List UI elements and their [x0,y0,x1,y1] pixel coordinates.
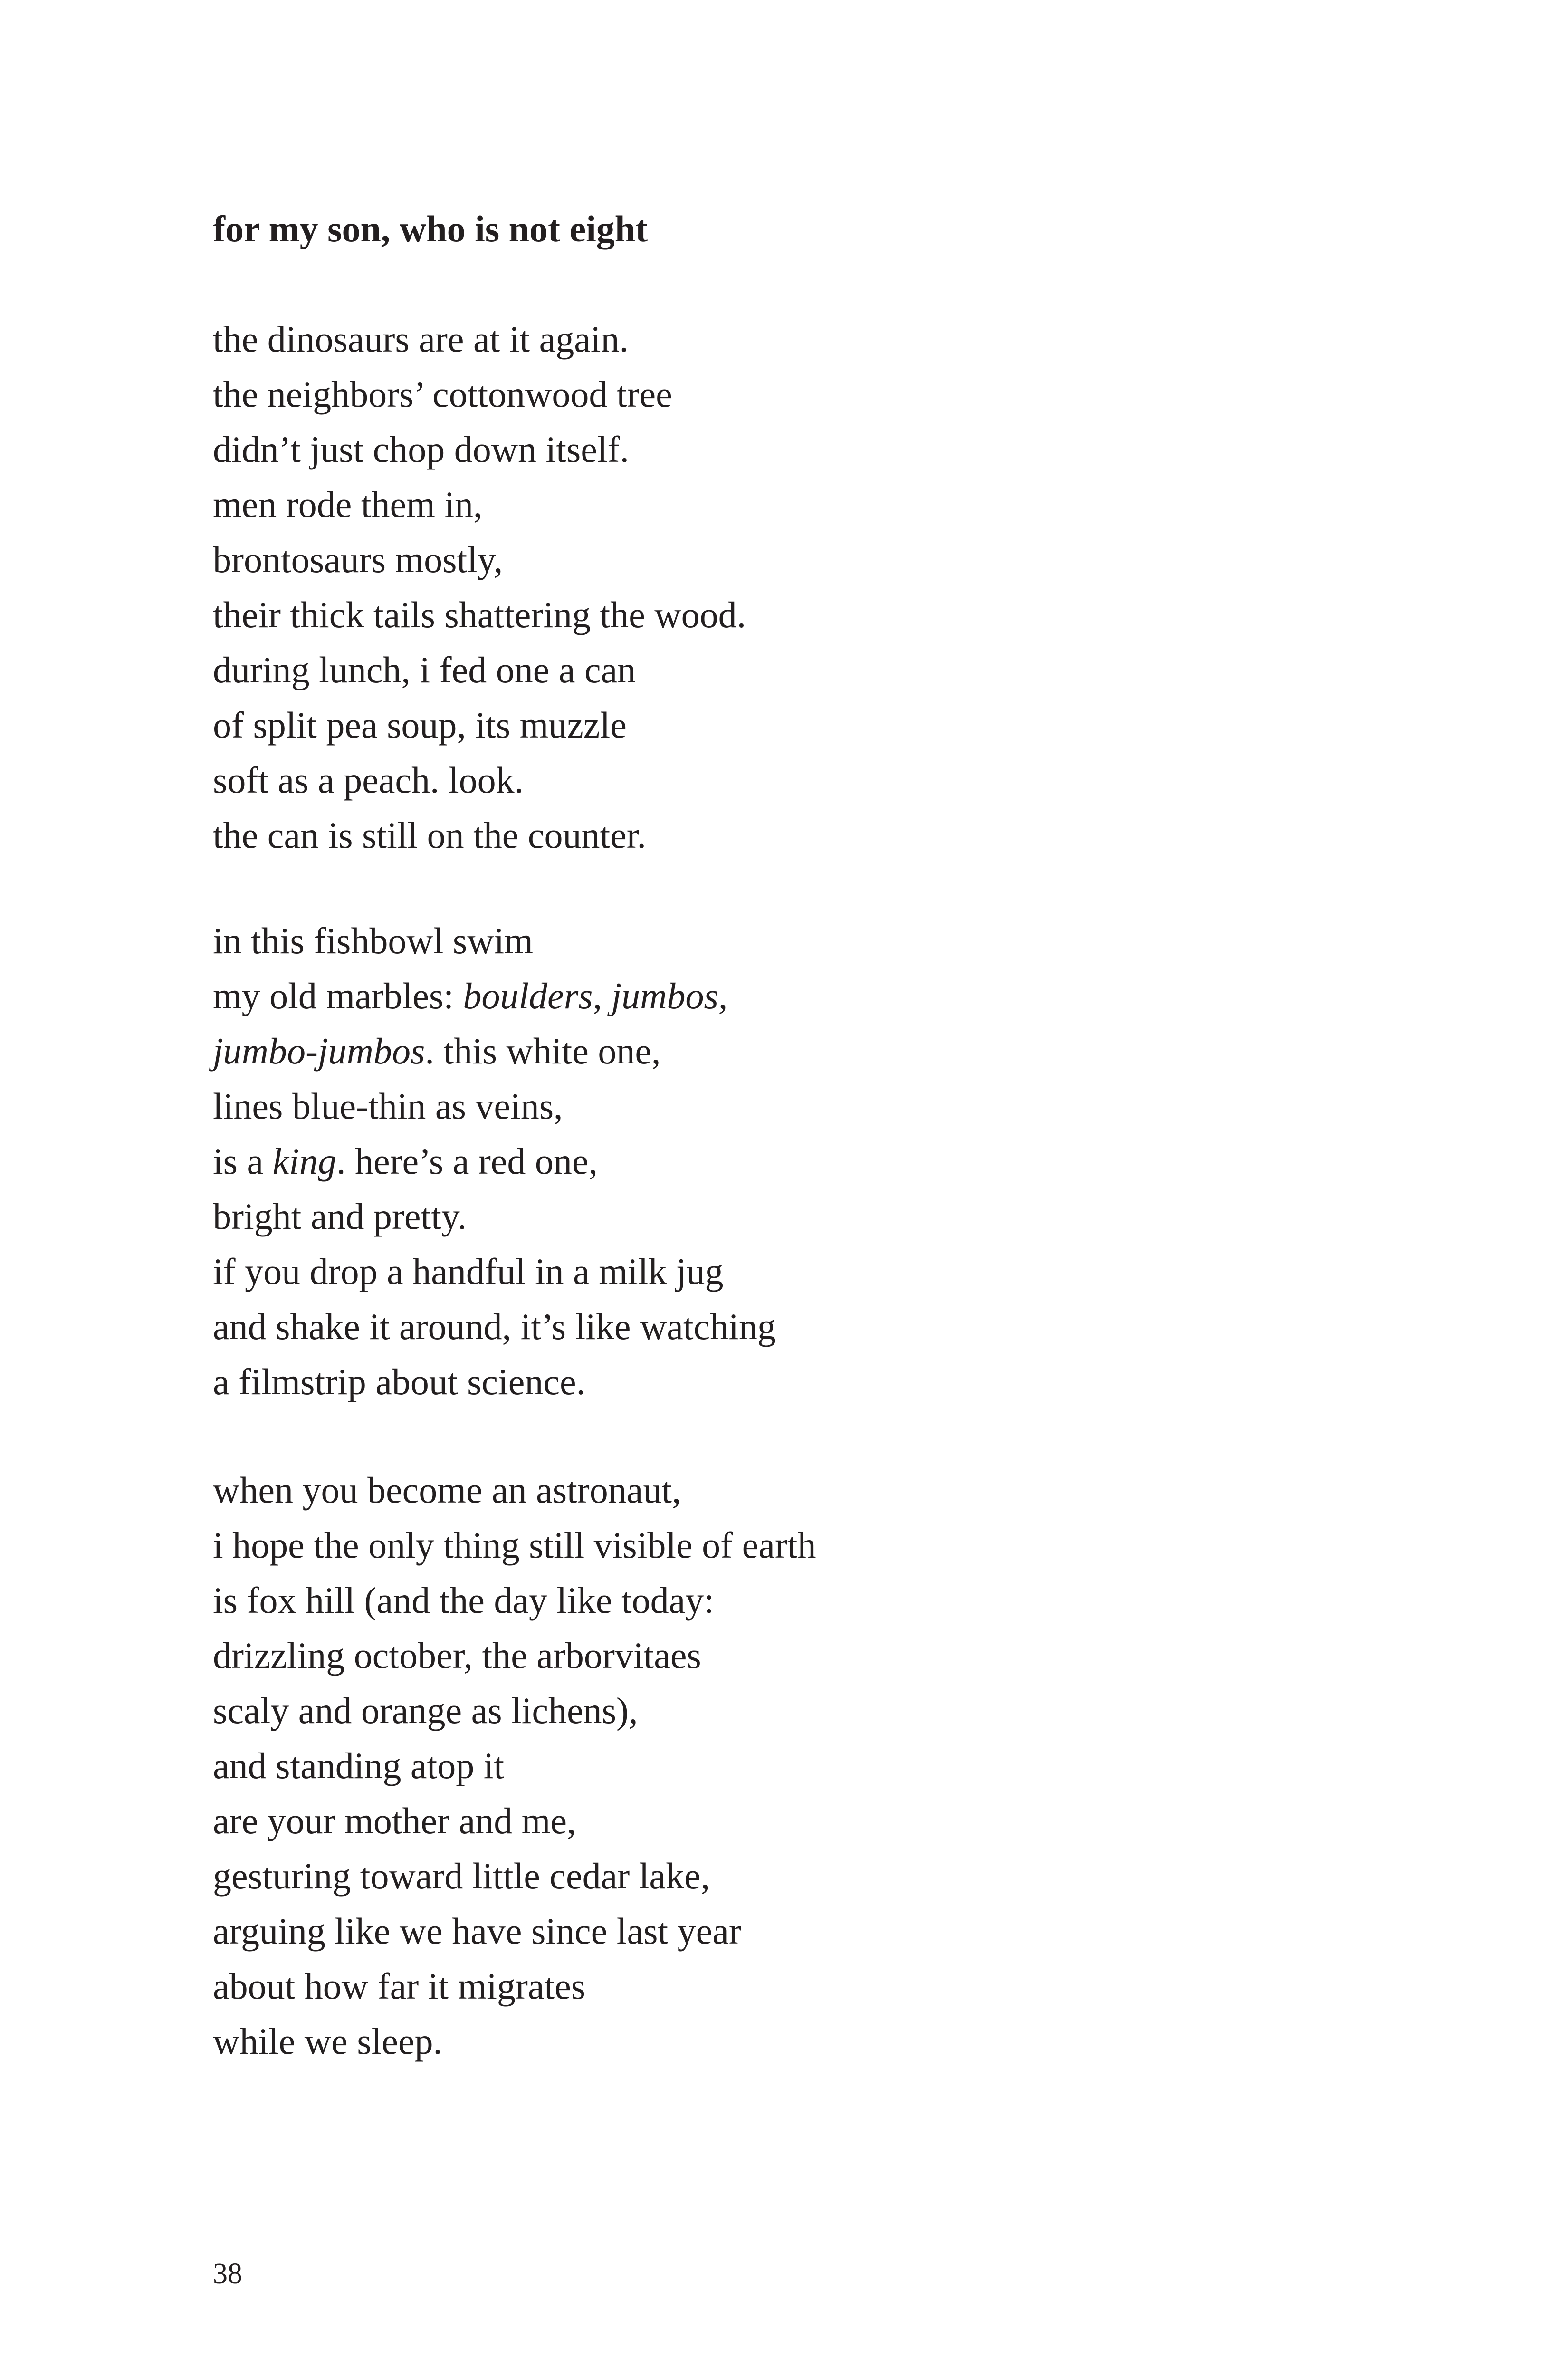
italic-text: king [272,1140,336,1182]
poem-line [213,1573,816,1628]
poem-line [213,1079,776,1134]
line-text: during lunch, i fed one a can [213,649,636,690]
poem-line [213,532,746,587]
poem-line [213,1024,776,1079]
line-text: lines blue-thin as veins, [213,1085,563,1127]
poem-title: for my son, who is not eight [213,208,648,249]
page-number: 38 [213,2258,242,2290]
line-text: is a [213,1140,273,1182]
line-text: while we sleep. [213,2021,443,2062]
line-text: gesturing toward little cedar lake, [213,1855,710,1897]
poem-line [213,1793,816,1849]
line-text: is fox hill (and the day like today: [213,1580,714,1621]
poem-line [213,1189,776,1244]
line-text: the neighbors’ cottonwood tree [213,374,672,415]
poem-line [213,968,776,1024]
line-text: if you drop a handful in a milk jug [213,1251,724,1292]
poem-line [213,587,746,642]
line-text: men rode them in, [213,484,483,525]
poem-line [213,1463,816,1518]
poem-line [213,1354,776,1409]
line-text: when you become an astronaut, [213,1469,681,1511]
poem-line [213,477,746,532]
poem-line [213,913,776,968]
line-text: brontosaurs mostly, [213,539,503,580]
line-text: their thick tails shattering the wood. [213,594,746,635]
poem-line [213,1904,816,1959]
line-text: arguing like we have since last year [213,1910,741,1952]
poem-line [213,698,746,753]
poem-line [213,1518,816,1573]
poem-line [213,1959,816,2014]
line-text: and standing atop it [213,1745,505,1786]
stanza-2 [213,913,776,1409]
poem-line [213,1134,776,1189]
poem-line [213,1299,776,1354]
poem-line [213,1628,816,1683]
line-text: scaly and orange as lichens), [213,1690,638,1731]
poem-line [213,1244,776,1299]
poem-line [213,642,746,698]
line-text: and shake it around, it’s like watching [213,1306,776,1347]
stanza-3 [213,1463,816,2069]
line-text: soft as a peach. look. [213,759,524,801]
line-text: about how far it migrates [213,1965,586,2007]
line-text: my old marbles: [213,975,463,1016]
poem-line [213,1683,816,1738]
poem-line [213,808,746,863]
poem-line [213,1849,816,1904]
italic-text: jumbo-jumbos [213,1030,425,1072]
poem-line [213,2014,816,2069]
line-text: in this fishbowl swim [213,920,533,961]
poem-line [213,422,746,477]
line-text: the dinosaurs are at it again. [213,318,629,360]
poem-line [213,367,746,422]
poem-line [213,1738,816,1793]
stanza-1 [213,312,746,863]
line-text: . this white one, [425,1030,661,1072]
line-text: didn’t just chop down itself. [213,429,630,470]
italic-text: boulders, jumbos, [463,975,728,1016]
line-text: a filmstrip about science. [213,1361,586,1402]
line-text: of split pea soup, its muzzle [213,704,627,746]
poem-line [213,753,746,808]
line-text: bright and pretty. [213,1196,467,1237]
line-text: drizzling october, the arborvitaes [213,1635,701,1676]
poem-line [213,312,746,367]
line-text: are your mother and me, [213,1800,576,1841]
line-text: the can is still on the counter. [213,814,646,856]
line-text: . here’s a red one, [336,1140,598,1182]
line-text: i hope the only thing still visible of earth [213,1524,816,1566]
